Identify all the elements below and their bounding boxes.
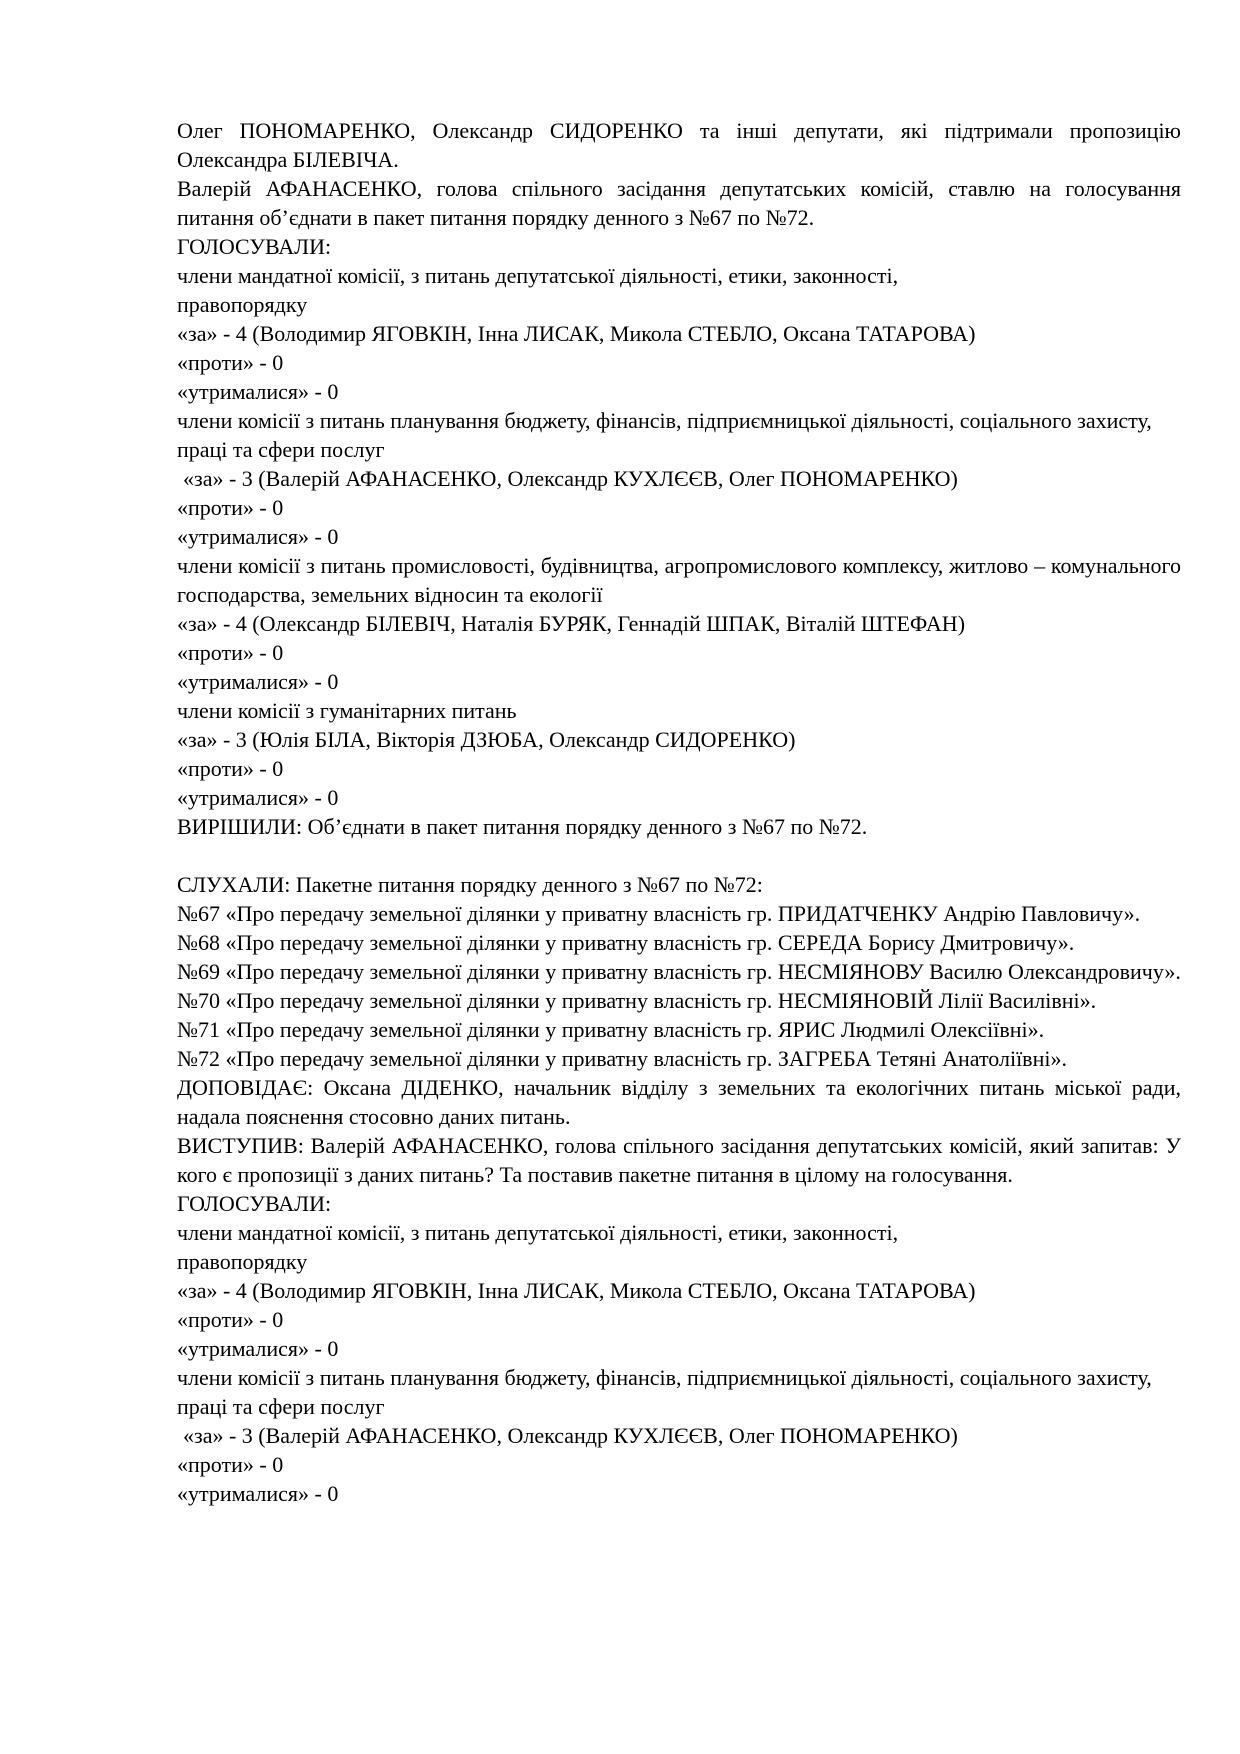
committee-label: члени комісії з питань промисловості, будівництва, агропромислового комплексу, житлово – комунального господарства, земельних відносин та екології [177,553,1181,607]
section-heading: ГОЛОСУВАЛИ: [177,234,332,259]
vote-abstained: «утрималися» - 0 [177,1336,339,1361]
vote-against: «проти» - 0 [177,350,284,375]
speech-paragraph: ВИСТУПИВ: Валерій АФАНАСЕНКО, голова спільного засідання депутатських комісій, який запитав: У кого є пропозиції з даних питань? Та поставив пакетне питання в цілому на голосування. [177,1133,1181,1187]
vote-for: «за» - 4 (Володимир ЯГОВКІН, Інна ЛИСАК, Микола СТЕБЛО, Оксана ТАТАРОВА) [177,321,976,346]
vote-for: «за» - 4 (Олександр БІЛЕВІЧ, Наталія БУРЯК, Геннадій ШПАК, Віталій ШТЕФАН) [177,611,966,636]
agenda-item: №69 «Про передачу земельної ділянки у приватну власність гр. НЕСМІЯНОВУ Василю Олександровичу». [177,959,1181,984]
vote-against: «проти» - 0 [177,756,284,781]
vote-abstained: «утрималися» - 0 [177,379,339,404]
agenda-item: №68 «Про передачу земельної ділянки у приватну власність гр. СЕРЕДА Борису Дмитровичу». [177,930,1075,955]
vote-against: «проти» - 0 [177,1307,284,1332]
blank-line [177,841,1181,870]
vote-abstained: «утрималися» - 0 [177,785,339,810]
committee-label: члени мандатної комісії, з питань депутатської діяльності, етики, законності, правопорядку [177,1220,899,1274]
committee-label: члени комісії з гуманітарних питань [177,698,517,723]
report-paragraph: ДОПОВІДАЄ: Оксана ДІДЕНКО, начальник відділу з земельних та екологічних питань міської ради, надала пояснення стосовно даних питань. [177,1075,1181,1129]
paragraph: Олег ПОНОМАРЕНКО, Олександр СИДОРЕНКО та інші депутати, які підтримали пропозицію Олександра БІЛЕВІЧА. [177,118,1181,172]
agenda-item: №67 «Про передачу земельної ділянки у приватну власність гр. ПРИДАТЧЕНКУ Андрію Павловичу». [177,901,1141,926]
vote-for: «за» - 3 (Юлія БІЛА, Вікторія ДЗЮБА, Олександр СИДОРЕНКО) [177,727,796,752]
section-heading: СЛУХАЛИ: Пакетне питання порядку денного з №67 по №72: [177,872,763,897]
vote-for: «за» - 3 (Валерій АФАНАСЕНКО, Олександр КУХЛЄЄВ, Олег ПОНОМАРЕНКО) [183,1423,958,1448]
agenda-item: №71 «Про передачу земельної ділянки у приватну власність гр. ЯРИС Людмилі Олексіївні». [177,1017,1045,1042]
vote-against: «проти» - 0 [177,495,284,520]
document-page [177,116,1181,1508]
agenda-item: №72 «Про передачу земельної ділянки у приватну власність гр. ЗАГРЕБА Тетяні Анатоліївні». [177,1046,1067,1071]
section-heading: ГОЛОСУВАЛИ: [177,1191,332,1216]
vote-abstained: «утрималися» - 0 [177,669,339,694]
vote-for: «за» - 4 (Володимир ЯГОВКІН, Інна ЛИСАК, Микола СТЕБЛО, Оксана ТАТАРОВА) [177,1278,976,1303]
committee-label: члени комісії з питань планування бюджету, фінансів, підприємницької діяльності, соціального захисту, праці та сфери послуг [177,1365,1152,1419]
decision: ВИРІШИЛИ: Об’єднати в пакет питання порядку денного з №67 по №72. [177,814,868,839]
committee-label: члени мандатної комісії, з питань депутатської діяльності, етики, законності, правопорядку [177,263,899,317]
paragraph: Валерій АФАНАСЕНКО, голова спільного засідання депутатських комісій, ставлю на голосування питання об’єднати в пакет питання порядку денного з №67 по №72. [177,176,1181,230]
vote-abstained: «утрималися» - 0 [177,1481,339,1506]
vote-against: «проти» - 0 [177,1452,284,1477]
agenda-item: №70 «Про передачу земельної ділянки у приватну власність гр. НЕСМІЯНОВІЙ Лілії Василівні». [177,988,1097,1013]
committee-label: члени комісії з питань планування бюджету, фінансів, підприємницької діяльності, соціального захисту, праці та сфери послуг [177,408,1152,462]
vote-against: «проти» - 0 [177,640,284,665]
vote-for: «за» - 3 (Валерій АФАНАСЕНКО, Олександр КУХЛЄЄВ, Олег ПОНОМАРЕНКО) [183,466,958,491]
vote-abstained: «утрималися» - 0 [177,524,339,549]
